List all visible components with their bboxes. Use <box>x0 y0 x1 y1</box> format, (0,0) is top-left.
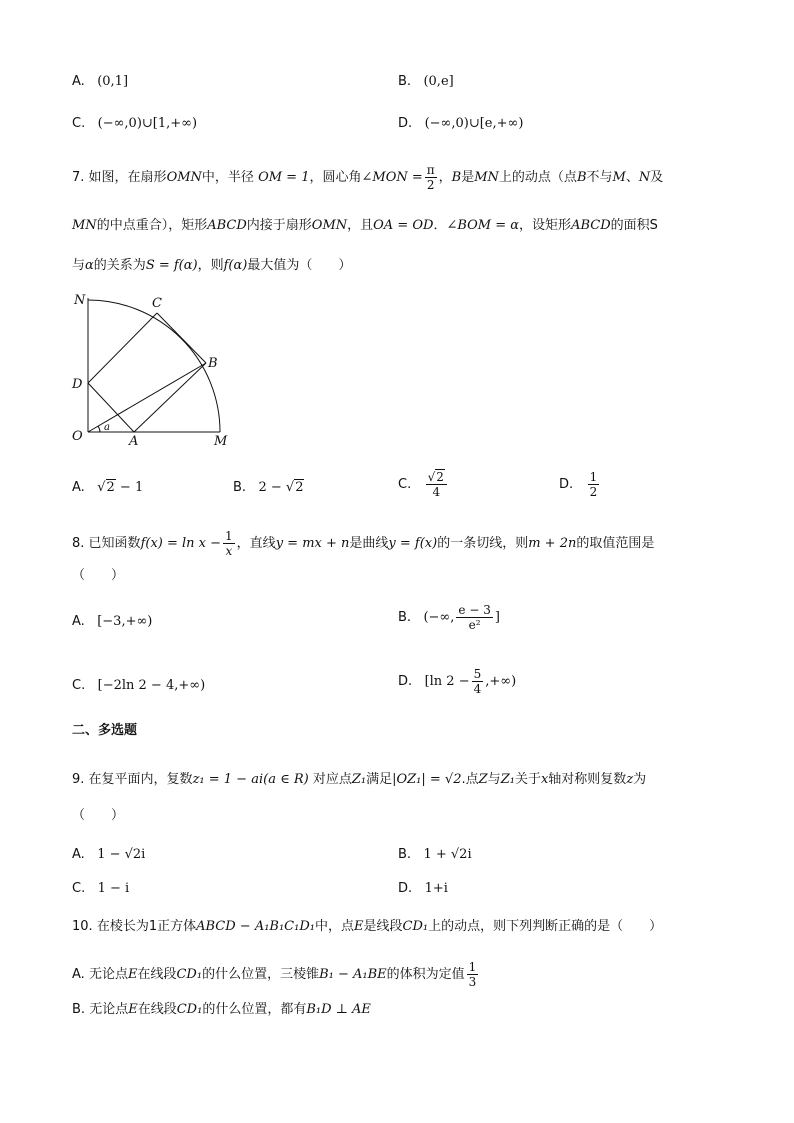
q7-fig-label-b: B <box>208 356 218 371</box>
q7-fig-angle-mark <box>98 426 100 432</box>
q8-option-a: A. [−3,+∞) <box>72 614 153 629</box>
q8-option-a-expr: [−3,+∞) <box>97 614 153 629</box>
q7-fig-label-m: M <box>214 434 228 449</box>
q9-option-c-expr: 1 − i <box>97 881 130 896</box>
q7-arc-mn-2: MN <box>72 218 97 233</box>
q7-fig-label-c: C <box>152 296 162 311</box>
q7-option-b: B. 2 − √2 <box>233 480 304 495</box>
q6-option-b: B. (0,e] <box>398 74 454 89</box>
section-title-multiple-choice: 二、多选题 <box>72 723 138 738</box>
q7-fig-da <box>88 383 134 432</box>
q8-option-d: D. [ln 2 − $\frac{5}{4}$ ,+∞) <box>398 667 517 696</box>
q9-option-c: C. 1 − i <box>72 881 130 896</box>
q6-option-b-expr: (0,e] <box>423 74 454 89</box>
q7-option-a: A. √2 − 1 <box>72 480 144 495</box>
q7-number: 7. <box>72 170 85 185</box>
q9-number: 9. <box>72 772 85 787</box>
q9-blank: （ ） <box>72 808 125 823</box>
q7-fig-label-d: D <box>72 377 83 392</box>
q7-option-b-expr: 2 − √2 <box>258 480 304 495</box>
q7-arc-mn: MN <box>474 170 499 185</box>
q8-stem-line1: 8. 已知函数f(x) = ln x − $\frac{1}{x}$ ，直线y = mx + n是曲线y = f(x)的一条切线，则m + 2n的取值范围是 <box>72 529 655 558</box>
q7-stem-line2: MN的中点重合），矩形ABCD内接于扇形OMN，且OA = OD．∠BOM = α，设矩形ABCD的面积S <box>72 218 658 233</box>
q7-option-c: C. $\frac{√2}{4}$ <box>398 470 449 499</box>
q9-option-b-expr: 1 + √2i <box>423 847 472 862</box>
q7-option-a-expr: √2 − 1 <box>97 480 144 495</box>
q9-option-a: A. 1 − √2i <box>72 847 146 862</box>
q7-pi-over-2: $\frac{\pi}{2}$ <box>426 163 435 192</box>
q6-option-c: C. (−∞,0)∪[1,+∞) <box>72 116 198 131</box>
q7-stem-line1: 7. 如图，在扇形OMN中，半径 OM = 1，圆心角∠MON = $\frac{\pi}{2}$ ，B是MN上的动点（点B不与M、N及 <box>72 163 664 192</box>
q6-option-a-expr: (0,1] <box>97 74 129 89</box>
q10-option-a: A. 无论点E在线段CD₁的什么位置，三棱锥B₁ − A₁BE的体积为定值 $\frac{1}{3}$ <box>72 960 477 989</box>
q6-option-c-expr: (−∞,0)∪[1,+∞) <box>97 116 198 131</box>
q9-option-d-expr: 1+i <box>424 881 448 896</box>
q7-option-c-frac: $\frac{√2}{4}$ <box>426 470 447 499</box>
q10-stem: 10. 在棱长为1正方体ABCD − A₁B₁C₁D₁中，点E是线段CD₁上的动点，则下列判断正确的是（ ） <box>72 919 663 934</box>
q9-stem-line1: 9. 在复平面内，复数z₁ = 1 − ai(a ∈ R) 对应点Z₁满足|OZ₁| = √2.点Z与Z₁关于x轴对称则复数z为 <box>72 772 647 787</box>
q6-option-a: A. (0,1] <box>72 74 129 89</box>
q7-fig-label-o: O <box>72 429 83 444</box>
q7-fig-label-alpha: a <box>104 422 110 433</box>
q8-number: 8. <box>72 536 85 551</box>
q9-option-d: D. 1+i <box>398 881 448 896</box>
q6-option-d: D. (−∞,0)∪[e,+∞) <box>398 116 524 131</box>
q7-fig-dc <box>88 313 157 383</box>
q9-option-b: B. 1 + √2i <box>398 847 472 862</box>
q6-option-d-expr: (−∞,0)∪[e,+∞) <box>424 116 524 131</box>
q8-option-c: C. [−2ln 2 − 4,+∞) <box>72 678 206 693</box>
q7-fig-ab <box>134 363 206 432</box>
q8-blank: （ ） <box>72 568 125 583</box>
q7-option-d: D. $\frac{1}{2}$ <box>559 470 598 499</box>
q8-one-over-x: $\frac{1}{x}$ <box>225 529 233 558</box>
q7-fig-label-n: N <box>74 293 86 308</box>
q8-option-b: B. (−∞, $\frac{e - 3}{\text{e²}}$ ] <box>398 603 500 632</box>
q10-option-a-frac: $\frac{1}{3}$ <box>468 960 477 989</box>
q9-option-a-expr: 1 − √2i <box>97 847 146 862</box>
q7-sector-figure <box>66 290 246 450</box>
q7-option-d-frac: $\frac{1}{2}$ <box>589 470 598 499</box>
q10-option-b: B. 无论点E在线段CD₁的什么位置，都有B₁D ⊥ AE <box>72 1002 371 1017</box>
q7-fig-cb <box>157 313 206 363</box>
q10-number: 10. <box>72 919 93 934</box>
q8-option-b-expr: (−∞, $\frac{e - 3}{\text{e²}}$ ] <box>423 603 500 632</box>
q8-option-d-expr: [ln 2 − $\frac{5}{4}$ ,+∞) <box>424 667 517 696</box>
q8-option-c-expr: [−2ln 2 − 4,+∞) <box>97 678 206 693</box>
q7-stem-line3: 与α的关系为S = f(α)，则f(α)最大值为（ ） <box>72 258 352 273</box>
q7-fig-label-a: A <box>129 434 139 449</box>
